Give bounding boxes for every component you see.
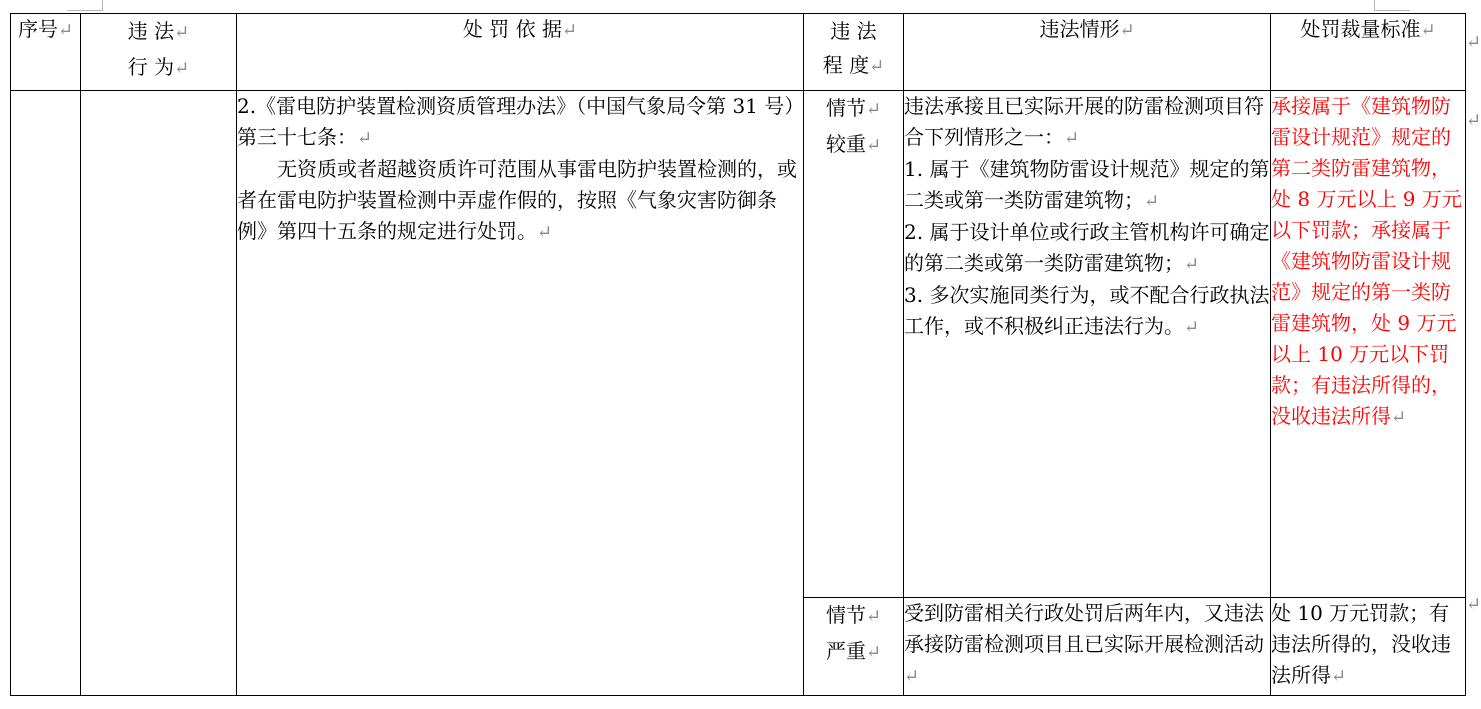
penalty-basis-cell [237, 91, 804, 696]
header-penalty-basis [237, 14, 804, 91]
table-header-row [11, 14, 1466, 91]
paragraph-mark: ↵ [57, 20, 74, 41]
paragraph-mark: ↵ [174, 22, 190, 43]
header-violation-degree [804, 14, 904, 91]
paragraph-mark: ↵ [869, 56, 885, 77]
header-degree-line2-text: 程 度 [822, 53, 870, 77]
paragraph-mark: ↵ [561, 20, 578, 41]
header-seq-label: 序号 [17, 17, 58, 41]
header-illegal-act [81, 14, 237, 91]
header-discretion-standard [1271, 14, 1466, 91]
situation-line [904, 91, 1270, 154]
situation-line [904, 280, 1270, 343]
degree-serious-line2 [804, 127, 903, 163]
illegal-act-cell [81, 91, 237, 696]
situation-cell-severe [904, 598, 1271, 696]
header-degree-line2 [804, 48, 903, 84]
header-degree-line1 [804, 14, 903, 48]
standard-serious-text: 承接属于《建筑物防雷设计规范》规定的第二类防雷建筑物，处 8 万元以上 9 万元以下罚款；承接属于《建筑物防雷设计规范》规定的第一类防雷建筑物，处 9 万元以上 10 万元以下罚款；有违法所得的，没收违法所得 [1271, 94, 1462, 428]
situation-line [904, 217, 1270, 280]
paragraph-mark: ↵ [865, 642, 882, 663]
situation-severe-text: 受到防雷相关行政处罚后两年内，又违法承接防雷检测项目且已实际开展检测活动 [904, 601, 1264, 656]
crop-mark-top-left-vertical [102, 0, 103, 11]
paragraph-mark: ↵ [865, 606, 882, 627]
basis-title [237, 91, 803, 154]
paragraph-mark: ↵ [865, 135, 882, 156]
paragraph-mark: ↵ [1119, 20, 1135, 41]
row-end-mark: ↵ [1466, 110, 1481, 131]
degree-cell-serious [804, 91, 904, 598]
header-act-line2 [81, 50, 236, 86]
header-act-line1 [81, 14, 236, 50]
header-act-line2-text: 行 为 [127, 55, 175, 79]
paragraph-mark: ↵ [904, 666, 920, 687]
header-violation-situation [904, 14, 1271, 91]
degree-severe-line2 [804, 634, 903, 670]
standard-cell-severe [1271, 598, 1466, 696]
situation-cell-serious [904, 91, 1271, 598]
paragraph-mark: ↵ [537, 222, 553, 243]
header-situation-label: 违法情形 [1039, 17, 1120, 41]
paragraph-mark: ↵ [1420, 20, 1436, 41]
header-degree-line1-text: 违 法 [830, 19, 877, 43]
basis-text [237, 154, 803, 248]
paragraph-mark: ↵ [1144, 191, 1160, 212]
degree-serious-line1-text: 情节 [825, 96, 866, 120]
header-basis-label: 处 罚 依 据 [462, 17, 562, 41]
paragraph-mark: ↵ [357, 128, 373, 149]
degree-severe-line1-text: 情节 [825, 603, 866, 627]
standard-cell-serious [1271, 91, 1466, 598]
degree-severe-line2-text: 严重 [825, 639, 866, 663]
degree-serious-line2-text: 较重 [825, 132, 866, 156]
header-seq [11, 14, 81, 91]
table-row [11, 91, 1466, 598]
crop-mark-top-right-vertical [1374, 0, 1375, 11]
paragraph-mark: ↵ [174, 58, 190, 79]
situation-line [904, 154, 1270, 217]
degree-cell-severe [804, 598, 904, 696]
penalty-discretion-table [10, 13, 1466, 696]
crop-mark-top-left-horizontal [67, 10, 103, 11]
header-act-line1-text: 违 法 [127, 19, 175, 43]
situation-line-text: 2. 属于设计单位或行政主管机构许可确定的第二类或第一类防雷建筑物； [904, 220, 1270, 275]
seq-cell [11, 91, 81, 696]
paragraph-mark: ↵ [865, 99, 882, 120]
degree-serious-line1 [804, 91, 903, 127]
degree-severe-line1 [804, 598, 903, 634]
paragraph-mark: ↵ [1331, 666, 1347, 687]
paragraph-mark: ↵ [1391, 407, 1407, 428]
header-standard-label: 处罚裁量标准 [1300, 17, 1421, 41]
paragraph-mark: ↵ [1184, 254, 1200, 275]
row-end-mark: ↵ [1466, 594, 1481, 615]
basis-body-text: 无资质或者超越资质许可范围从事雷电防护装置检测的，或者在雷电防护装置检测中弄虚作假的，按照《气象灾害防御条例》第四十五条的规定进行处罚。 [237, 157, 797, 243]
standard-severe-text: 处 10 万元罚款；有违法所得的，没收违法所得 [1271, 601, 1451, 687]
basis-title-text: 2.《雷电防护装置检测资质管理办法》（中国气象局令第 31 号）第三十七条： [237, 94, 795, 149]
row-end-mark: ↵ [1466, 32, 1481, 53]
paragraph-mark: ↵ [1184, 317, 1200, 338]
paragraph-mark: ↵ [1064, 128, 1080, 149]
situation-line-text: 违法承接且已实际开展的防雷检测项目符合下列情形之一： [904, 94, 1264, 149]
situation-line-text: 1. 属于《建筑物防雷设计规范》规定的第二类或第一类防雷建筑物； [904, 157, 1270, 212]
crop-mark-top-right-horizontal [1374, 10, 1410, 11]
situation-line-text: 3. 多次实施同类行为，或不配合行政执法工作，或不积极纠正违法行为。 [904, 283, 1270, 338]
